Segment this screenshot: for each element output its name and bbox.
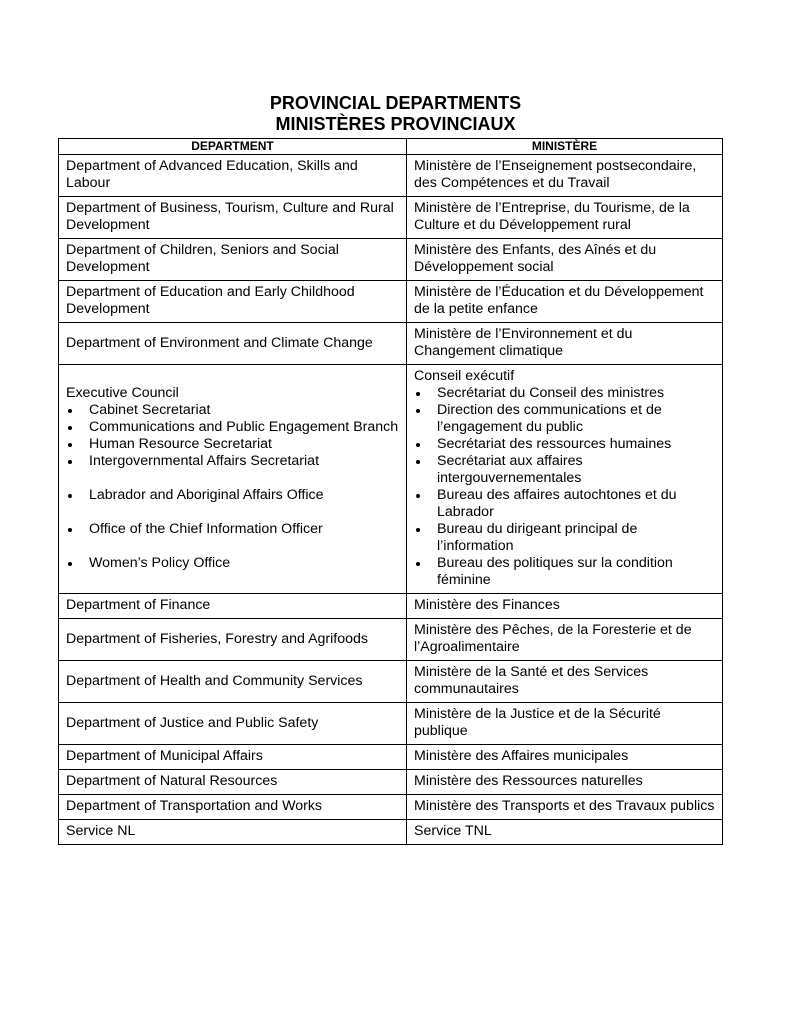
ministere-cell: Ministère des Affaires municipales: [407, 745, 723, 770]
department-cell: Department of Fisheries, Forestry and Agrifoods: [59, 619, 407, 661]
table-row: [59, 239, 723, 281]
executive-council-row: [59, 365, 723, 594]
ministere-cell: Ministère des Finances: [407, 594, 723, 619]
table-row: [59, 820, 723, 845]
department-cell: Department of Natural Resources: [59, 770, 407, 795]
list-item: Bureau des affaires autochtones et du Labrador: [414, 487, 716, 521]
ministere-cell: Ministère de la Justice et de la Sécurité publique: [407, 703, 723, 745]
ministere-cell: Ministère de l’Entreprise, du Tourisme, de la Culture et du Développement rural: [407, 197, 723, 239]
list-item: Direction des communications et de l’engagement du public: [414, 402, 716, 436]
department-cell: Department of Justice and Public Safety: [59, 703, 407, 745]
executive-council-heading: Executive Council: [66, 385, 179, 401]
title-french: MINISTÈRES PROVINCIAUX: [275, 114, 516, 134]
page-title: [0, 93, 791, 135]
ministere-cell: Ministère des Ressources naturelles: [407, 770, 723, 795]
department-cell: Department of Advanced Education, Skills and Labour: [59, 155, 407, 197]
department-cell: Department of Municipal Affairs: [59, 745, 407, 770]
list-item: Cabinet Secretariat: [66, 402, 400, 419]
executive-council-list: [66, 402, 400, 572]
ministere-cell: Ministère de l’Environnement et du Changement climatique: [407, 323, 723, 365]
table-row: [59, 795, 723, 820]
table-row: [59, 323, 723, 365]
list-item: Secrétariat aux affaires intergouvernementales: [414, 453, 716, 487]
table-row: [59, 770, 723, 795]
department-cell: Department of Education and Early Childhood Development: [59, 281, 407, 323]
ministere-cell: Ministère de l’Enseignement postsecondaire, des Compétences et du Travail: [407, 155, 723, 197]
ministere-cell: Service TNL: [407, 820, 723, 845]
conseil-executif-list: [414, 385, 716, 589]
ministere-cell: Ministère de l’Éducation et du Développement de la petite enfance: [407, 281, 723, 323]
executive-council-cell: [59, 365, 407, 594]
list-item: Communications and Public Engagement Branch: [66, 419, 400, 436]
ministere-cell: Ministère des Transports et des Travaux publics: [407, 795, 723, 820]
column-header-department: DEPARTMENT: [59, 139, 407, 155]
ministere-cell: Ministère des Pêches, de la Foresterie et de l’Agroalimentaire: [407, 619, 723, 661]
list-item: Bureau du dirigeant principal de l’information: [414, 521, 716, 555]
conseil-executif-heading: Conseil exécutif: [414, 368, 515, 384]
list-item: Secrétariat des ressources humaines: [414, 436, 716, 453]
list-item: Bureau des politiques sur la condition féminine: [414, 555, 716, 589]
list-item: Intergovernmental Affairs Secretariat: [66, 453, 400, 470]
department-cell: Department of Finance: [59, 594, 407, 619]
departments-table: [58, 138, 723, 845]
table-row: [59, 197, 723, 239]
department-cell: Department of Health and Community Services: [59, 661, 407, 703]
title-english: PROVINCIAL DEPARTMENTS: [269, 93, 522, 113]
department-cell: Department of Children, Seniors and Social Development: [59, 239, 407, 281]
ministere-cell: Ministère des Enfants, des Aînés et du Développement social: [407, 239, 723, 281]
list-item: Secrétariat du Conseil des ministres: [414, 385, 716, 402]
table-row: [59, 661, 723, 703]
table-row: [59, 745, 723, 770]
list-item: Women’s Policy Office: [66, 555, 400, 572]
department-cell: Service NL: [59, 820, 407, 845]
table-row: [59, 703, 723, 745]
column-header-ministere: MINISTÈRE: [407, 139, 723, 155]
list-item: Labrador and Aboriginal Affairs Office: [66, 487, 400, 504]
conseil-executif-cell: [407, 365, 723, 594]
table-row: [59, 281, 723, 323]
table-header-row: [59, 139, 723, 155]
table-row: [59, 155, 723, 197]
department-cell: Department of Environment and Climate Change: [59, 323, 407, 365]
department-cell: Department of Transportation and Works: [59, 795, 407, 820]
list-item: Office of the Chief Information Officer: [66, 521, 400, 538]
department-cell: Department of Business, Tourism, Culture and Rural Development: [59, 197, 407, 239]
table-row: [59, 594, 723, 619]
table-row: [59, 619, 723, 661]
ministere-cell: Ministère de la Santé et des Services communautaires: [407, 661, 723, 703]
list-item: Human Resource Secretariat: [66, 436, 400, 453]
